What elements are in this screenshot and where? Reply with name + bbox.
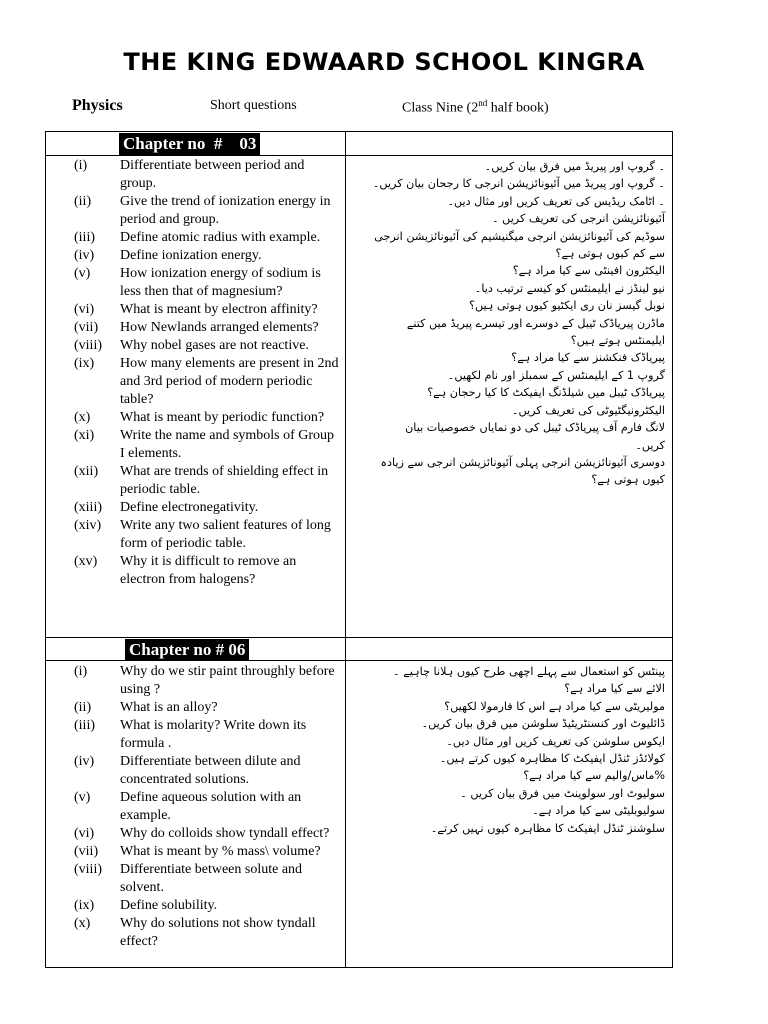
question-number: (xiv) bbox=[74, 518, 102, 533]
question-number: (i) bbox=[74, 158, 88, 173]
question-number: (xv) bbox=[74, 554, 98, 569]
question-text: Why do colloids show tyndall effect? bbox=[120, 826, 330, 841]
question-number: (ix) bbox=[74, 898, 95, 913]
urdu-question-line: ایکوس سلوشن کی تعریف کریں اور مثال دیں۔ bbox=[446, 734, 665, 748]
chapter-06-table bbox=[45, 637, 673, 968]
question-type-label: Short questions bbox=[210, 98, 297, 113]
urdu-question-line: نیو لینڈز نے ایلیمنٹس کو کیسے ترتیب دیا۔ bbox=[474, 281, 665, 295]
urdu-question-line: پینٹس کو استعمال سے پہلے اچھی طرح کیوں ہلانا چاہیے ۔ bbox=[393, 665, 665, 678]
question-number: (xii) bbox=[74, 464, 99, 479]
question-item bbox=[46, 699, 345, 717]
urdu-question-line: کولائڈز ٹنڈل ایفیکٹ کا مظاہرہ کیوں کرتے ہیں۔ bbox=[439, 752, 665, 766]
question-text: Differentiate between dilute and concentrated solutions. bbox=[120, 754, 301, 787]
question-text: What is meant by periodic function? bbox=[120, 410, 325, 425]
question-text: How ionization energy of sodium is less then that of magnesium? bbox=[120, 266, 321, 299]
question-item bbox=[46, 915, 345, 951]
question-number: (xi) bbox=[74, 428, 95, 443]
urdu-question-line: سلوشنز ٹنڈل ایفیکٹ کا مظاہرہ کیوں نہیں کرتے۔ bbox=[430, 821, 665, 835]
urdu-question-line: سوڈیم کی آئیونائزیشن انرجی میگنیشیم کی آئیونائزیشن انرجی bbox=[374, 229, 665, 243]
question-text: Why nobel gases are not reactive. bbox=[120, 338, 309, 353]
question-item bbox=[46, 157, 345, 193]
question-item bbox=[46, 193, 345, 229]
question-item bbox=[46, 337, 345, 355]
question-item bbox=[46, 753, 345, 789]
question-item bbox=[46, 861, 345, 897]
urdu-question-line: پیریاڈک فنکشنز سے کیا مراد ہے؟ bbox=[511, 351, 665, 365]
urdu-question-line: الیکٹرون افینٹی سے کیا مراد ہے؟ bbox=[512, 264, 665, 278]
question-number: (ii) bbox=[74, 700, 92, 715]
question-number: (xiii) bbox=[74, 500, 102, 515]
urdu-question-line: الیکٹرونیگٹیوٹی کی تعریف کریں۔ bbox=[511, 403, 665, 417]
urdu-question-line: مولیریٹی سے کیا مراد ہے اس کا فارمولا لکھیں؟ bbox=[444, 699, 665, 713]
question-item bbox=[46, 355, 345, 409]
question-number: (iii) bbox=[74, 230, 95, 245]
question-text: Define electronegativity. bbox=[120, 500, 259, 515]
question-text: Why do we stir paint throughly before using ? bbox=[120, 664, 335, 697]
urdu-question-line: ماڈرن پیریاڈک ٹیبل کے دوسرے اور تیسرے پیریڈ میں کتنے bbox=[406, 316, 665, 330]
question-text: What is molarity? Write down its formula . bbox=[120, 718, 307, 751]
question-number: (vi) bbox=[74, 826, 95, 841]
urdu-question-line: ۔ گروپ اور پیریڈ میں آئیونائزیشن انرجی کا رجحان بیان کریں۔ bbox=[372, 177, 665, 191]
question-number: (ii) bbox=[74, 194, 92, 209]
urdu-question-line: ۔ اٹامک ریڈیس کی تعریف کریں اور مثال دیں۔ bbox=[447, 194, 665, 208]
chapter-06-heading: Chapter no # 06 bbox=[125, 639, 249, 661]
urdu-question-line: سولیوبلیٹی سے کیا مراد ہے۔ bbox=[532, 804, 665, 818]
urdu-question-line: گروپ 1 کے ایلیمنٹس کے سمبلز اور نام لکھیں۔ bbox=[447, 368, 665, 382]
urdu-question-line: سے کم کیوں ہوتی ہے؟ bbox=[555, 247, 665, 261]
urdu-question-line: نوبل گیسز نان ری ایکٹیو کیوں ہوتی ہیں؟ bbox=[469, 299, 665, 313]
question-text: Give the trend of ionization energy in period and group. bbox=[120, 194, 331, 227]
question-text: What are trends of shielding effect in periodic table. bbox=[120, 464, 329, 497]
urdu-question-line: آئیونائزیشن انرجی کی تعریف کریں ۔ bbox=[492, 212, 665, 226]
question-number: (vi) bbox=[74, 302, 95, 317]
question-text: Define aqueous solution with an example. bbox=[120, 790, 302, 823]
question-item bbox=[46, 427, 345, 463]
question-text: Define atomic radius with example. bbox=[120, 230, 321, 245]
question-text: Write any two salient features of long form of periodic table. bbox=[120, 518, 331, 551]
urdu-question-line: کیوں ہوتی ہے؟ bbox=[591, 473, 665, 487]
question-item bbox=[46, 663, 345, 699]
question-item bbox=[46, 247, 345, 265]
question-item bbox=[46, 789, 345, 825]
question-text: Differentiate between solute and solvent. bbox=[120, 862, 303, 895]
question-item bbox=[46, 717, 345, 753]
chapter-03-english-questions bbox=[46, 157, 345, 589]
question-item bbox=[46, 319, 345, 337]
subject-label: Physics bbox=[72, 97, 123, 114]
question-number: (i) bbox=[74, 664, 88, 679]
question-number: (iii) bbox=[74, 718, 95, 733]
chapter-03-table bbox=[45, 131, 673, 638]
school-title: THE KING EDWAARD SCHOOL KINGRA bbox=[123, 48, 645, 76]
question-item bbox=[46, 229, 345, 247]
question-item bbox=[46, 499, 345, 517]
urdu-question-line: %ماس/والیم سے کیا مراد ہے؟ bbox=[523, 769, 665, 783]
question-number: (vii) bbox=[74, 844, 99, 859]
question-number: (ix) bbox=[74, 356, 95, 371]
chapter-06-urdu-questions bbox=[351, 663, 665, 837]
question-text: What is meant by % mass\ volume? bbox=[120, 844, 321, 859]
question-number: (v) bbox=[74, 790, 91, 805]
question-item bbox=[46, 463, 345, 499]
question-item bbox=[46, 553, 345, 589]
question-number: (iv) bbox=[74, 248, 95, 263]
question-text: Write the name and symbols of Group I elements. bbox=[120, 428, 335, 461]
question-text: Define solubility. bbox=[120, 898, 218, 913]
urdu-question-line: ایلیمنٹس ہوتے ہیں؟ bbox=[570, 334, 665, 348]
question-number: (iv) bbox=[74, 754, 95, 769]
question-text: Define ionization energy. bbox=[120, 248, 262, 263]
question-text: Why it is difficult to remove an electron from halogens? bbox=[120, 554, 297, 587]
question-item bbox=[46, 897, 345, 915]
question-number: (x) bbox=[74, 916, 91, 931]
question-text: What is an alloy? bbox=[120, 700, 218, 715]
urdu-question-line: دوسری آئیونائزیشن انرجی پہلی آئیونائزیشن انرجی سے زیادہ bbox=[380, 455, 665, 469]
class-label: Class Nine (2nd half book) bbox=[402, 98, 549, 116]
urdu-question-line: الائے سے کیا مراد ہے؟ bbox=[564, 682, 665, 696]
question-number: (viii) bbox=[74, 338, 102, 353]
urdu-question-line: ڈائلیوٹ اور کنسنٹریٹیڈ سلوشن میں فرق بیان کریں۔ bbox=[421, 717, 665, 731]
question-number: (viii) bbox=[74, 862, 102, 877]
urdu-question-line: لانگ فارم آف پیریاڈک ٹیبل کی دو نمایاں خصوصیات بیان bbox=[405, 421, 665, 435]
question-text: How many elements are present in 2nd and 3rd period of modern periodic table? bbox=[120, 356, 339, 407]
question-item bbox=[46, 825, 345, 843]
question-text: How Newlands arranged elements? bbox=[120, 320, 319, 335]
chapter-03-urdu-questions bbox=[351, 158, 665, 489]
question-number: (vii) bbox=[74, 320, 99, 335]
chapter-03-heading: Chapter no # 03 bbox=[119, 133, 260, 155]
question-item bbox=[46, 843, 345, 861]
question-text: What is meant by electron affinity? bbox=[120, 302, 318, 317]
urdu-question-line: پیریاڈک ٹیبل میں شیلڈنگ ایفیکٹ کا کیا رحجان ہے؟ bbox=[427, 386, 665, 400]
question-text: Differentiate between period and group. bbox=[120, 158, 305, 191]
urdu-question-line: کریں۔ bbox=[635, 438, 665, 452]
question-text: Why do solutions not show tyndall effect? bbox=[120, 916, 316, 949]
question-number: (v) bbox=[74, 266, 91, 281]
question-item bbox=[46, 265, 345, 301]
question-item bbox=[46, 301, 345, 319]
question-item bbox=[46, 517, 345, 553]
question-item bbox=[46, 409, 345, 427]
chapter-06-english-questions bbox=[46, 663, 345, 951]
question-number: (x) bbox=[74, 410, 91, 425]
urdu-question-line: ۔ گروپ اور پیریڈ میں فرق بیان کریں۔ bbox=[484, 160, 665, 173]
urdu-question-line: سولیوٹ اور سولوینٹ میں فرق بیان کریں ۔ bbox=[460, 786, 665, 800]
